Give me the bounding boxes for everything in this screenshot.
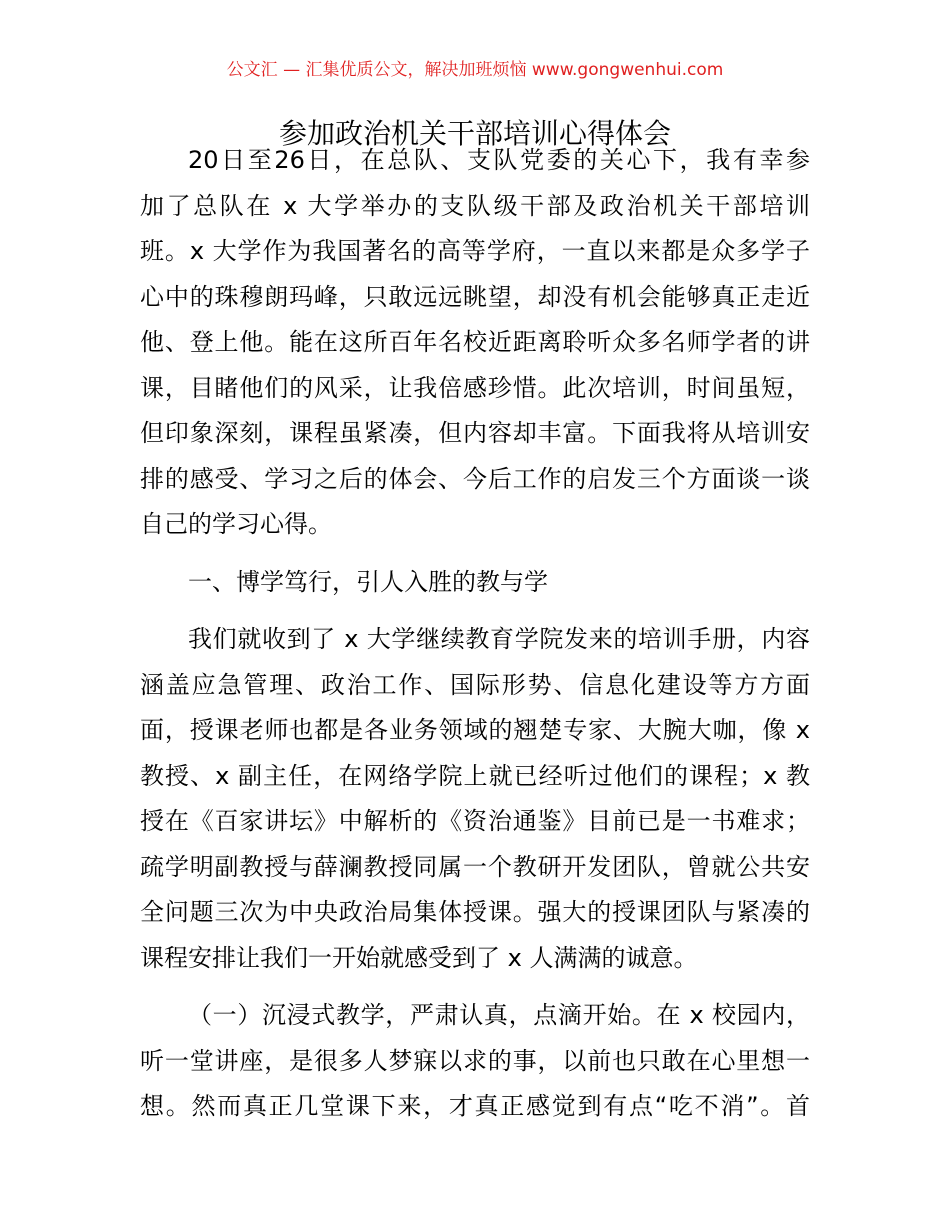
text-line: 自己的学习心得。 xyxy=(140,510,332,538)
text-line: 涵盖应急管理、政治工作、国际形势、信息化建设等方方面 xyxy=(140,670,810,699)
text-line: 他、登上他。能在这所百年名校近距离聆听众多名师学者的讲 xyxy=(140,328,810,356)
text-line: 我们就收到了 x 大学继续教育学院发来的培训手册，内容 xyxy=(188,625,810,653)
text-line: 全问题三次为中央政治局集体授课。强大的授课团队与紧凑的 xyxy=(140,898,810,926)
text-line: 加了总队在 x 大学举办的支队级干部及政治机关干部培训 xyxy=(140,191,810,220)
document-body xyxy=(140,138,810,1142)
text-line: （一）沉浸式教学，严肃认真，点滴开始。在 x 校园内， xyxy=(188,1001,810,1029)
text-line: 教授、x 副主任，在网络学院上就已经听过他们的课程；x 教 xyxy=(140,761,810,790)
text-line: 授在《百家讲坛》中解析的《资治通鉴》目前已是一书难求； xyxy=(140,807,810,835)
text-line: 心中的珠穆朗玛峰，只敢远远眺望，却没有机会能够真正走近 xyxy=(140,282,810,311)
document-title: 参加政治机关干部培训心得体会 xyxy=(278,117,671,150)
paragraph xyxy=(140,617,810,981)
text-line: 面，授课老师也都是各业务领域的翘楚专家、大腕大咖，像 x xyxy=(140,716,810,744)
text-line: 疏学明副教授与薛澜教授同属一个教研开发团队，曾就公共安 xyxy=(140,852,810,881)
text-line: 一、博学笃行，引人入胜的教与学 xyxy=(188,567,548,596)
site-watermark-header: 公文汇 — 汇集优质公文，解决加班烦恼 www.gongwenhui.com xyxy=(226,60,724,80)
paragraph xyxy=(140,560,810,606)
paragraph xyxy=(140,993,810,1130)
text-line: 课，目睹他们的风采，让我倍感珍惜。此次培训，时间虽短， xyxy=(140,373,810,402)
paragraph xyxy=(140,138,810,548)
text-line: 排的感受、学习之后的体会、今后工作的启发三个方面谈一谈 xyxy=(140,464,810,493)
text-line: 听一堂讲座，是很多人梦寐以求的事，以前也只敢在心里想一 xyxy=(140,1046,810,1075)
text-line: 20日至26日，在总队、支队党委的关心下，我有幸参 xyxy=(188,146,810,174)
text-line: 班。x 大学作为我国著名的高等学府，一直以来都是众多学子 xyxy=(140,237,810,265)
text-line: 想。然而真正几堂课下来，才真正感觉到有点“吃不消”。首 xyxy=(140,1092,810,1120)
text-line: 课程安排让我们一开始就感受到了 x 人满满的诚意。 xyxy=(140,943,698,972)
text-line: 但印象深刻，课程虽紧凑，但内容却丰富。下面我将从培训安 xyxy=(140,419,810,447)
